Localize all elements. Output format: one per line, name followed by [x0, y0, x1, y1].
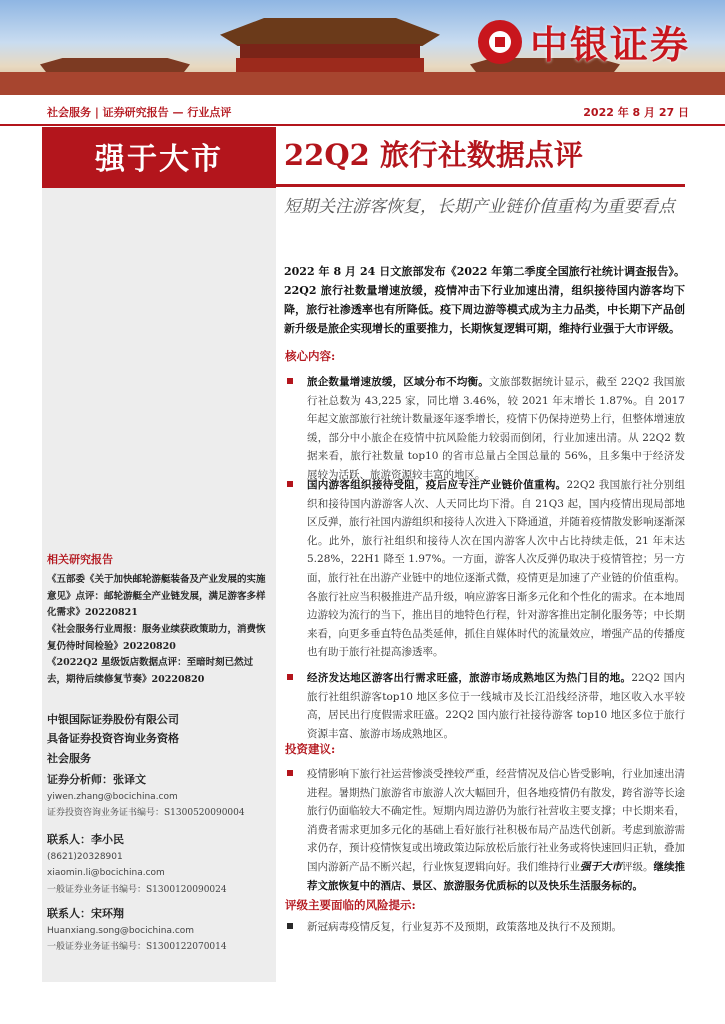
- report-subtitle: 短期关注游客恢复，长期产业链价值重构为重要看点: [284, 197, 675, 217]
- core-item-body: 22Q2 国内旅行社组织游客top10 地区多位于一线城市及长江沿线经济带，地区收入水平较高，居民出行度假需求旺盛。22Q2 国内旅行社接待游客 top10 地区多位于旅行资源丰富、旅游市场成熟地区。: [307, 672, 685, 740]
- banner-palace-roof: [220, 18, 440, 46]
- related-research-title: 相关研究报告: [47, 553, 113, 566]
- bullet-square-icon: [287, 674, 293, 680]
- report-date: 2022 年 8 月 27 日: [583, 106, 689, 119]
- related-report-2[interactable]: 《社会服务行业周报：服务业续获政策助力，消费恢复仍待时间检验》20220820: [47, 624, 266, 652]
- bullet-square-icon: [287, 378, 293, 384]
- analyst-email[interactable]: Huanxiang.song@bocichina.com: [47, 925, 195, 936]
- analyst-role: 联系人：宋环翔: [47, 907, 124, 920]
- risk-heading: 评级主要面临的风险提示:: [285, 898, 416, 912]
- core-item-lead: 旅企数量增速放缓，区域分布不均衡。: [307, 376, 489, 388]
- analyst-1: [47, 772, 275, 822]
- header-banner: [0, 0, 725, 95]
- rating-badge: 强于大市: [42, 127, 276, 188]
- bullet-square-icon: [287, 481, 293, 487]
- analyst-role: 联系人：李小民: [47, 833, 124, 846]
- core-heading: 核心内容:: [285, 349, 336, 363]
- analyst-phone: (8621)20328901: [47, 851, 123, 862]
- logo-text: 中银证券: [530, 23, 691, 67]
- bullet-square-icon: [287, 770, 293, 776]
- industry-label: 社会服务: [47, 752, 91, 765]
- title-divider: [276, 184, 685, 187]
- core-item-body: 22Q2 我国旅行社分别组织和接待国内游游客人次、人天同比均下滑。自 21Q3 起，国内疫情出现局部地区反弹，旅行社国内游组织和接待人次进入下降通道，并随着疫情散发影响逐渐深化。此外，旅行社组织和接待人次在国内游客人次中占比持续走低，21 年末达 5.28%，22H1 降至 1.97%。一方面，游客人次反弹仍取决于疫情管控；另一方面，旅行社在出游产业链中的地位逐渐式微，疫情更是加速了产业链的价值重构。各旅行社应当积极推进产品升级，响应游客日渐多元化和个性化的需求。在本地周边游较为流行的当下，推出目的地特色行程，针对游客推出定制化服务等；中长期来看，向更多垂直特色品类延伸，抓住自媒体时代的流量效应，增强产品的传播度也有助于旅行社提高渗透率。: [307, 479, 685, 659]
- report-title: 22Q2 旅行社数据点评: [284, 138, 583, 172]
- related-report-1[interactable]: 《五部委《关于加快邮轮游艇装备及产业发展的实施意见》点评：邮轮游艇全产业链发展，满足游客多样化需求》20220821: [47, 574, 266, 618]
- analyst-email[interactable]: yiwen.zhang@bocichina.com: [47, 791, 178, 802]
- investment-heading: 投资建议:: [285, 742, 336, 756]
- investment-rating-inline: 强于大市: [580, 860, 622, 873]
- analyst-cert: 一般证券业务证书编号：S1300120090024: [47, 884, 227, 895]
- company-info: [47, 710, 179, 748]
- core-item-body: 文旅部数据统计显示，截至 22Q2 我国旅行社总数为 43,225 家，同比增 3.46%，较 2021 年末增长 1.87%。自 2017 年起文旅部旅行社统计数量逐年逐季增长，疫情下仍保持逆势上行，但整体增速放缓，部分中小旅企在疫情中抗风险能力较弱而倒闭，行业加速出清。从 22Q2 数据来看，旅行社数量 top10 的省市总量占全国总量的 56%，且多集中于经济发展较为活跃、旅游资源较丰富的地区。: [307, 376, 685, 481]
- core-item-3: [287, 669, 685, 743]
- report-category: 社会服务 | 证券研究报告 — 行业点评: [47, 106, 232, 119]
- banner-palace-eave: [240, 44, 420, 58]
- core-item-2: [287, 476, 685, 662]
- summary-paragraph: 2022 年 8 月 24 日文旅部发布《2022 年第二季度全国旅行社统计调查报告》。22Q2 旅行社数量增速放缓，疫情冲击下行业加速出清，组织接待国内游客均下降，旅行社渗透率也有所降低。疫下周边游等模式成为主力品类，中长期下产品创新升级是旅企实现增长的重要推力，长期恢复逻辑可期，维持行业强于大市评级。: [284, 265, 685, 335]
- core-item-1: [287, 373, 685, 485]
- report-meta-bar: [0, 100, 725, 126]
- analyst-cert: 一般证券业务证书编号：S1300122070014: [47, 942, 227, 952]
- company-qualification: 具备证券投资咨询业务资格: [47, 732, 179, 745]
- analyst-3: [47, 906, 275, 956]
- investment-emphasis: 继续推荐文旅恢复中的酒店、景区、旅游服务优质标的以及快乐生活服务标的。: [307, 860, 685, 892]
- boc-logo-icon: [478, 20, 522, 64]
- bullet-square-icon: [287, 923, 293, 929]
- analyst-cert: 证券投资咨询业务证书编号：S1300520090004: [47, 808, 245, 818]
- company-name: 中银国际证券股份有限公司: [47, 713, 179, 726]
- investment-item: [287, 765, 685, 895]
- risk-item: [287, 918, 685, 937]
- banner-palace-wall: [0, 72, 725, 95]
- core-item-lead: 经济发达地区游客出行需求旺盛，旅游市场成熟地区为热门目的地。: [307, 672, 632, 684]
- company-logo: [478, 14, 690, 69]
- analyst-role: 证券分析师：张译文: [47, 773, 146, 786]
- investment-tail: 评级。: [622, 860, 654, 873]
- core-item-lead: 国内游客组织接待受阻，疫后应专注产业链价值重构。: [307, 479, 567, 491]
- investment-body: 疫情影响下旅行社运营惨淡受挫较严重，经营情况及信心皆受影响，行业加速出清进程。暑期热门旅游省市旅游人次大幅回升，但各地疫情仍有散发，跨省游等长途旅行仍面临较大不确定性。短期内周边游仍为旅行社营收主要支撑；中长期来看，消费者需求更加多元化的基础上看好旅行社积极布局产品迭代创新。考虑到旅游需求仍存，预计疫情恢复或出境政策边际放松后旅行社业务或将快速回归正轨，叠加国内游新产品不断兴起，行业恢复逻辑向好。我们维持行业: [307, 768, 685, 873]
- risk-body: 新冠病毒疫情反复，行业复苏不及预期，政策落地及执行不及预期。: [307, 921, 622, 933]
- analyst-2: [47, 832, 275, 898]
- analyst-email[interactable]: xiaomin.li@bocichina.com: [47, 868, 165, 878]
- related-report-3[interactable]: 《2022Q2 星级饭店数据点评：至暗时刻已然过去，期待后续修复节奏》20220820: [47, 657, 254, 685]
